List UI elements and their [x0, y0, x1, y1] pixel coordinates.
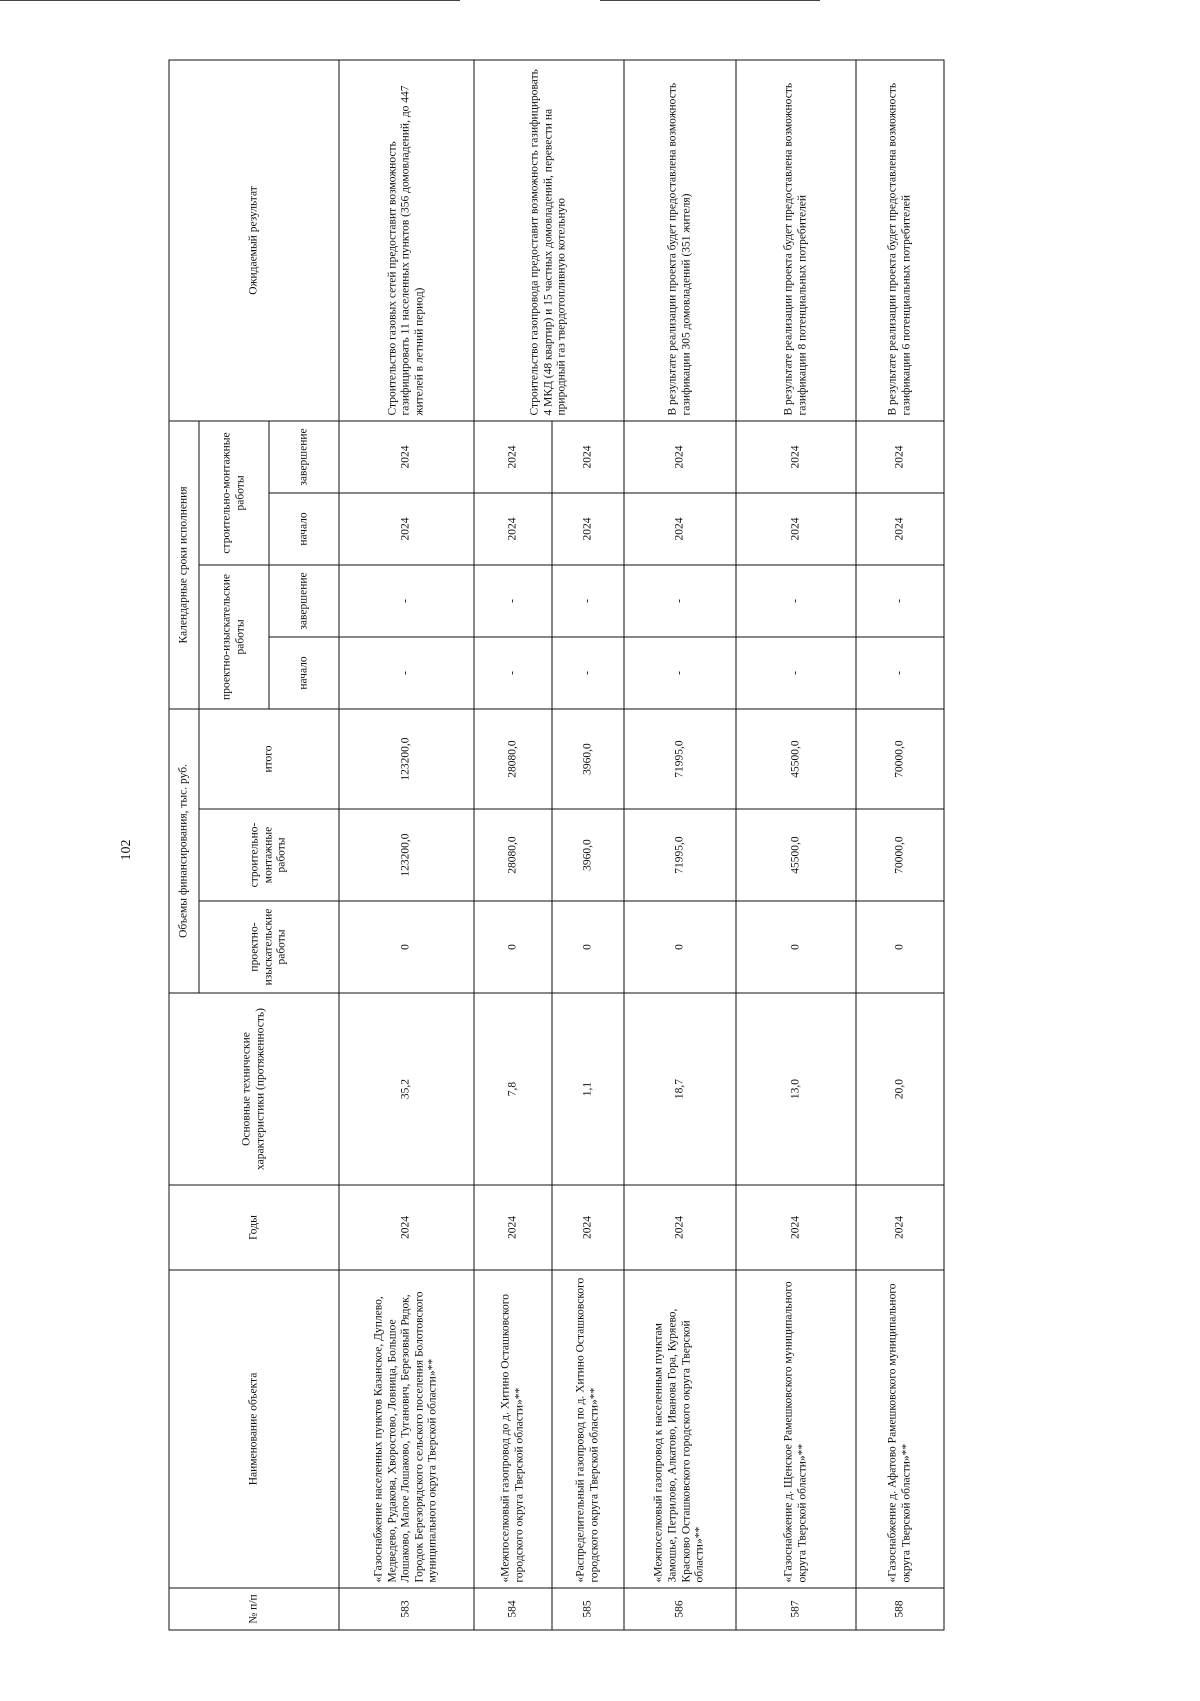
design-start: - — [624, 636, 736, 708]
fin-total: 71995,0 — [624, 708, 736, 808]
row-num: 587 — [736, 1588, 856, 1630]
expected-result: В результате реализации проекта будет предоставлена возможность газификации 6 потенциальных потребителей — [856, 59, 944, 420]
constr-start: 2024 — [736, 492, 856, 564]
fin-design: 0 — [339, 901, 474, 993]
table-row — [624, 59, 736, 1629]
header-funding: Объемы финансирования, тыс. руб. — [169, 708, 199, 992]
constr-start: 2024 — [624, 492, 736, 564]
expected-result: В результате реализации проекта будет предоставлена возможность газификации 305 домовладений (351 жителя) — [624, 59, 736, 420]
row-length: 20,0 — [856, 993, 944, 1185]
fin-design: 0 — [474, 901, 552, 993]
object-name: «Газоснабжение д. Щенское Рамешковского муниципального округа Тверской области»** — [736, 1270, 856, 1588]
design-end: - — [339, 564, 474, 636]
design-start: - — [856, 636, 944, 708]
header-specs: Основные технические характеристики (протяженность) — [169, 993, 339, 1185]
row-length: 13,0 — [736, 993, 856, 1185]
row-year: 2024 — [474, 1185, 552, 1270]
design-start: - — [552, 636, 624, 708]
design-end: - — [736, 564, 856, 636]
row-year: 2024 — [736, 1185, 856, 1270]
row-year: 2024 — [856, 1185, 944, 1270]
table-row — [339, 59, 474, 1629]
table-row — [736, 59, 856, 1629]
design-end: - — [624, 564, 736, 636]
rotated-table-wrapper — [168, 60, 943, 1630]
fin-total: 123200,0 — [339, 708, 474, 808]
header-name: Наименование объекта — [169, 1270, 339, 1588]
row-year: 2024 — [624, 1185, 736, 1270]
header-result: Ожидаемый результат — [169, 59, 339, 420]
row-length: 7,8 — [474, 993, 552, 1185]
object-name: «Газоснабжение населенных пунктов Казанское, Дуплево, Медведево, Рудакова, Хворостово, Ловница, Большое Лошаково, Малое Лошаково, Туганович, Березовый Рядок, Городок Березорядского сельского поселения Болотовского муниципального округа Тверской области»** — [339, 1270, 474, 1588]
row-num: 583 — [339, 1588, 474, 1630]
fin-design: 0 — [736, 901, 856, 993]
fin-construction: 70000,0 — [856, 809, 944, 901]
header-num: № п/п — [169, 1588, 339, 1630]
header-funding-construction: строительно-монтажные работы — [199, 809, 339, 901]
header-schedule-construction: строительно-монтажные работы — [199, 420, 269, 564]
design-start: - — [474, 636, 552, 708]
design-start: - — [339, 636, 474, 708]
header-year: Годы — [169, 1185, 339, 1270]
fin-construction: 28080,0 — [474, 809, 552, 901]
expected-result: Строительство газовых сетей предоставит возможность газифицировать 11 населенных пунктов (356 домовладений, до 447 жителей в летний период) — [339, 59, 474, 420]
row-year: 2024 — [339, 1185, 474, 1270]
object-name: «Межпоселковый газопровод к населенным пунктам Замошье, Петрилово, Алкатово, Иванова Гора, Куряево, Красково Осташковского городского округа Тверской области»** — [624, 1270, 736, 1588]
row-length: 35,2 — [339, 993, 474, 1185]
row-num: 588 — [856, 1588, 944, 1630]
header-constr-end: завершение — [269, 420, 339, 492]
header-design-end: завершение — [269, 564, 339, 636]
fin-total: 70000,0 — [856, 708, 944, 808]
design-end: - — [856, 564, 944, 636]
header-design-start: начало — [269, 636, 339, 708]
constr-end: 2024 — [474, 420, 552, 492]
row-num: 584 — [474, 1588, 552, 1630]
design-start: - — [736, 636, 856, 708]
row-num: 586 — [624, 1588, 736, 1630]
fin-construction: 3960,0 — [552, 809, 624, 901]
scan-edge-line — [0, 0, 460, 1]
fin-total: 3960,0 — [552, 708, 624, 808]
constr-end: 2024 — [339, 420, 474, 492]
fin-total: 28080,0 — [474, 708, 552, 808]
fin-total: 45500,0 — [736, 708, 856, 808]
object-name: «Газоснабжение д. Афатово Рамешковского муниципального округа Тверской области»** — [856, 1270, 944, 1588]
design-end: - — [474, 564, 552, 636]
fin-design: 0 — [856, 901, 944, 993]
fin-design: 0 — [552, 901, 624, 993]
object-name: «Распределительный газопровод по д. Хитино Осташковского городского округа Тверской области»** — [552, 1270, 624, 1588]
constr-start: 2024 — [339, 492, 474, 564]
gas-projects-table — [168, 59, 944, 1630]
fin-construction: 123200,0 — [339, 809, 474, 901]
constr-end: 2024 — [624, 420, 736, 492]
expected-result: Строительство газопровода предоставит возможность газифицировать 4 МКД (48 квартир) и 15 частных домовладений, перевести на природный газ твердотопливную котельную — [474, 59, 624, 420]
constr-start: 2024 — [856, 492, 944, 564]
fin-design: 0 — [624, 901, 736, 993]
row-year: 2024 — [552, 1185, 624, 1270]
header-funding-total: итого — [199, 708, 339, 808]
row-num: 585 — [552, 1588, 624, 1630]
table-row — [856, 59, 944, 1629]
header-constr-start: начало — [269, 492, 339, 564]
header-funding-design: проектно-изыскательские работы — [199, 901, 339, 993]
constr-end: 2024 — [856, 420, 944, 492]
row-length: 18,7 — [624, 993, 736, 1185]
design-end: - — [552, 564, 624, 636]
constr-start: 2024 — [552, 492, 624, 564]
object-name: «Межпоселковый газопровод до д. Хитино Осташковского городского округа Тверской области»** — [474, 1270, 552, 1588]
expected-result: В результате реализации проекта будет предоставлена возможность газификации 8 потенциальных потребителей — [736, 59, 856, 420]
header-schedule: Календарные сроки исполнения — [169, 420, 199, 708]
constr-end: 2024 — [552, 420, 624, 492]
constr-start: 2024 — [474, 492, 552, 564]
fin-construction: 71995,0 — [624, 809, 736, 901]
page-number: 102 — [119, 839, 134, 861]
constr-end: 2024 — [736, 420, 856, 492]
scan-edge-line — [600, 0, 820, 1]
fin-construction: 45500,0 — [736, 809, 856, 901]
row-length: 1,1 — [552, 993, 624, 1185]
table-row — [474, 59, 552, 1629]
header-schedule-design: проектно-изыскательские работы — [199, 564, 269, 708]
